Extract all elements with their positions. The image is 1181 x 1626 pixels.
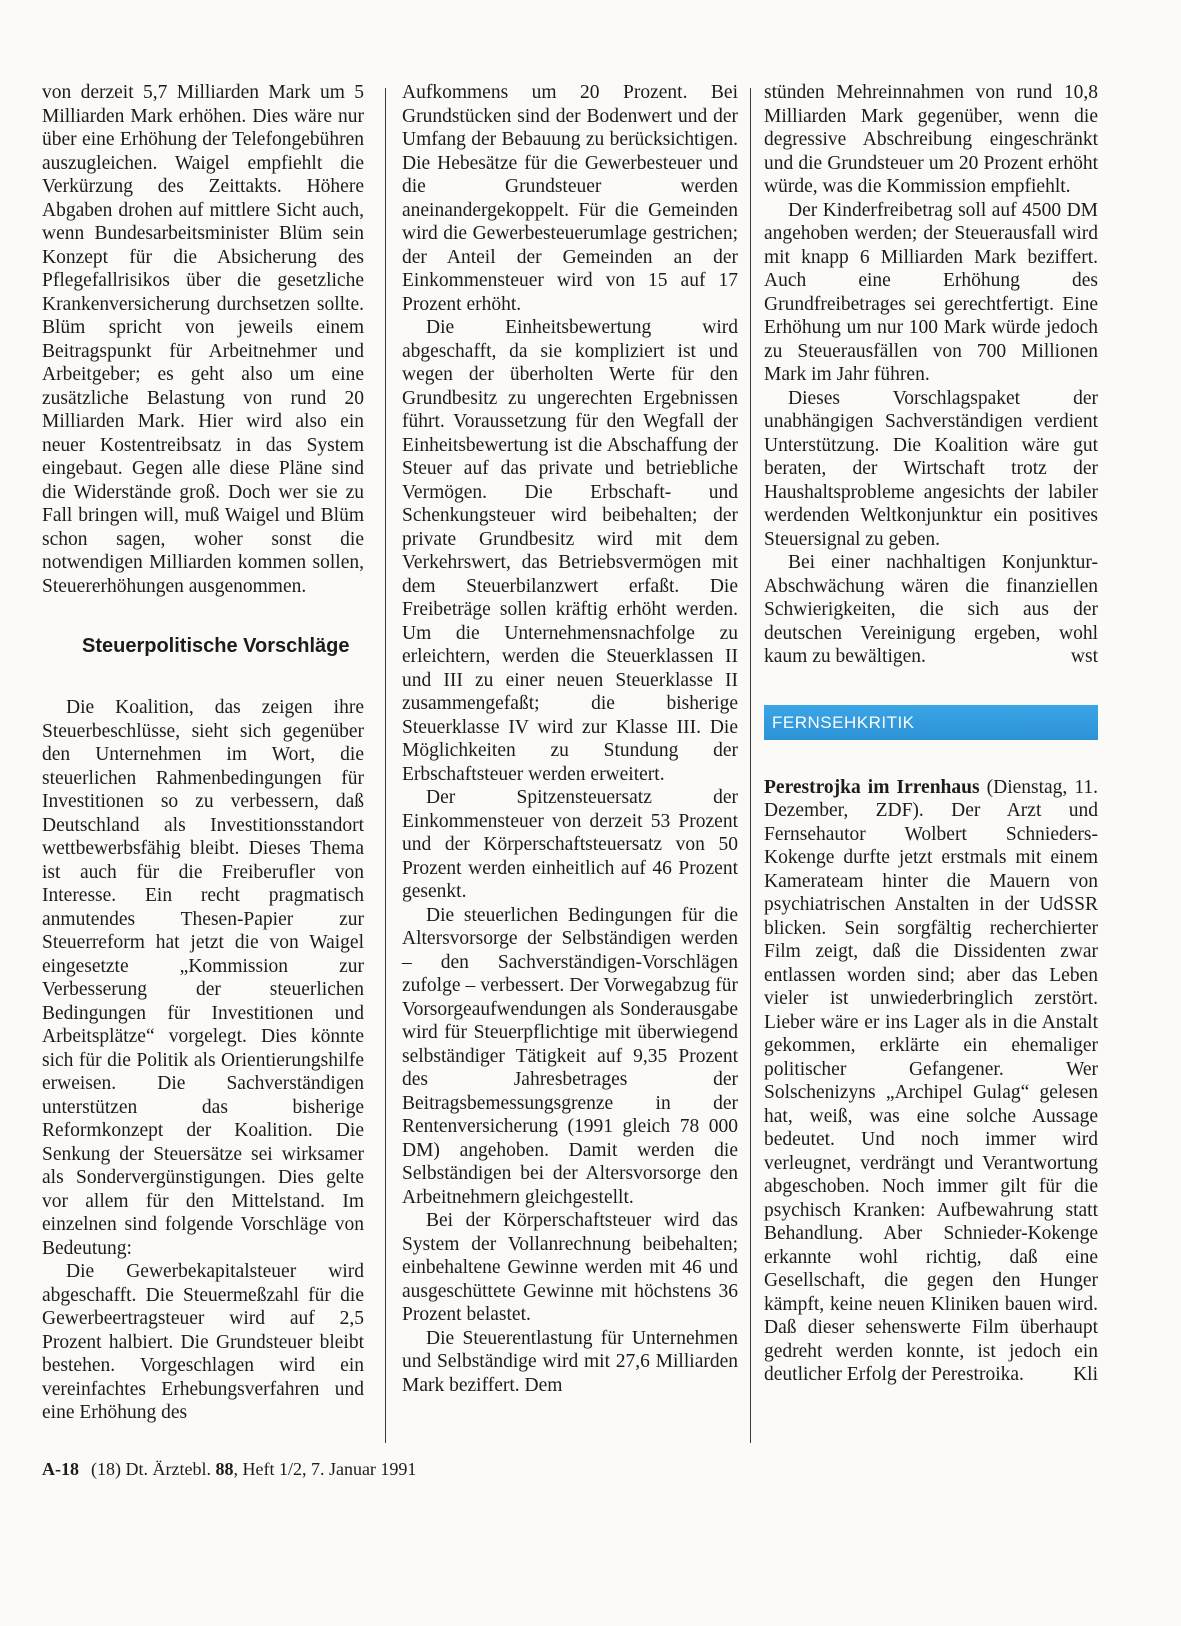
paragraph: Die Koalition, das zeigen ihre Steuerbeschlüsse, sieht sich gegenüber den Unternehmen im Wort, die steuerlichen Rahmenbedingungen für Investitionen so zu verbessern, daß Deutschland als Investitionsstandort wettbewerbsfähig bleibt. Dieses Thema ist auch für die Freiberufler von Interesse. Ein recht pragmatisch anmutendes Thesen-Papier zur Steuerreform hat jetzt die von Waigel eingesetzte „Kommission zur Verbesserung der steuerlichen Bedingungen für Investitionen und Arbeitsplätze“ vorgelegt. Dies könnte sich für die Politik als Orientierungshilfe erweisen. Die Sachverständigen unterstützen das bisherige Reformkonzept der Koalition. Die Senkung der Steuersätze sei wirksamer als Sondervergünstigungen. Dies gelte vor allem für den Mittelstand. Im einzelnen sind folgende Vorschläge von Bedeutung: [42,697,364,1259]
paragraph: von derzeit 5,7 Milliarden Mark um 5 Milliarden Mark erhöhen. Dies wäre nur über eine Erhöhung der Telefongebühren auszugleichen. Waigel empfiehlt die Verkürzung des Zeittakts. Höhere Abgaben drohen auf mittlere Sicht auch, wenn Bundesarbeitsminister Blüm sein Konzept für die Absicherung des Pflegefallrisikos über die gesetzliche Krankenversicherung durchsetzen sollte. Blüm spricht von jeweils einem Beitragspunkt für Arbeitnehmer und Arbeitgeber; es geht also um eine zusätzliche Belastung von rund 20 Milliarden Mark. Hier wird also ein neuer Kostentreibsatz in das System eingebaut. Gegen alle diese Pläne sind die Widerstände groß. Doch wer sie zu Fall bringen will, muß Waigel und Blüm schon sagen, woher sonst die notwendigen Milliarden kommen sollen, Steuererhöhungen ausgenommen. [42,82,364,597]
page-footer [42,1458,416,1480]
column-3 [764,81,1098,1387]
paragraph: Bei der Körperschaftsteuer wird das System der Vollanrechnung beibehalten; einbehaltene Gewinne werden mit 46 und ausgeschüttete Gewinne mit höchstens 36 Prozent belastet. [402,1210,738,1325]
author-signature: Kli [1073,1364,1098,1385]
paragraph: Die Gewerbekapitalsteuer wird abgeschafft. Die Steuermeßzahl für die Gewerbeertragsteuer wird auf 2,5 Prozent halbiert. Die Grundsteuer bleibt bestehen. Vorgeschlagen wird ein vereinfachtes Erhebungsverfahren und eine Erhöhung des [42,1261,364,1423]
column-rule [750,88,751,1443]
paragraph: stünden Mehreinnahmen von rund 10,8 Milliarden Mark gegenüber, wenn die degressive Abschreibung eingeschränkt und die Grundsteuer um 20 Prozent erhöht würde, was die Kommission empfiehlt. [764,82,1098,197]
author-signature: wst [1070,646,1098,667]
paragraph: Der Spitzensteuersatz der Einkommensteuer von derzeit 53 Prozent und der Körperschaftsteuersatz von 50 Prozent werden einheitlich auf 46 Prozent gesenkt. [402,787,738,902]
column-1 [42,81,364,1425]
volume-number: 88 [215,1459,234,1479]
column-rule [385,88,386,1443]
paragraph: Die steuerlichen Bedingungen für die Altersvorsorge der Selbständigen werden – den Sachverständigen-Vorschlägen zufolge – verbessert. Der Vorwegabzug für Vorsorgeaufwendungen als Sonderausgabe wird für Steuerpflichtige mit überwiegend selbständiger Tätigkeit auf 9,35 Prozent des Jahresbetrages der Beitragsbemessungsgrenze in der Rentenversicherung (1991 gleich 78 000 DM) angehoben. Damit werden die Selbständigen bei der Altersvorsorge den Arbeitnehmern gleichgestellt. [402,904,738,1208]
review-text: (Dienstag, 11. Dezember, ZDF). Der Arzt und Fernsehautor Wolbert Schnieders-Kokenge durfte jetzt erstmals mit einem Kamerateam hinter die Mauern von psychiatrischen Anstalten in der UdSSR blicken. Sein sorgfältig recherchierter Film zeigt, daß die Dissidenten zwar entlassen worden sind; aber das Leben vieler ist unwiederbringlich zerstört. Lieber wäre er ins Lager als in die Anstalt gekommen, erklärte ein ehemaliger politischer Gefangener. Wer Solschenizyns „Archipel Gulag“ gelesen hat, weiß, was eine solche Aussage bedeutet. Und noch immer wird verleugnet, verdrängt und Verantwortung abgeschoben. Noch immer gilt für die psychisch Kranken: Aufbewahrung statt Behandlung. Aber Schnieder-Kokenge erkannte wohl richtig, daß eine Gesellschaft, die gegen den Hunger kämpft, keine neuen Kliniken bauen wird. Daß dieser sehenswerte Film überhaupt gedreht werden konnte, ist jedoch ein deutlicher Erfolg der Perestroika. [764,776,1099,1385]
paragraph: Der Kinderfreibetrag soll auf 4500 DM angehoben werden; der Steuerausfall wird mit knapp 6 Milliarden Mark beziffert. Auch eine Erhöhung des Grundfreibetrages sei gerechtfertigt. Eine Erhöhung um nur 100 Mark würde jedoch zu Steuerausfällen von 700 Millionen Mark im Jahr führen. [764,199,1098,385]
paragraph [764,551,1098,669]
citation-text: (18) Dt. Ärztebl. [91,1459,216,1479]
page-number: A-18 [42,1459,79,1479]
citation-text: , Heft 1/2, 7. Januar 1991 [233,1459,417,1479]
paragraph: Dieses Vorschlagspaket der unabhängigen Sachverständigen verdient Unterstützung. Die Koalition wäre gut beraten, der Wirtschaft trotz der Haushaltsprobleme angesichts der labiler werdenden Weltkonjunktur ein positives Steuersignal zu geben. [764,387,1098,550]
paragraph: Die Steuerentlastung für Unternehmen und Selbständige wird mit 27,6 Milliarden Mark beziffert. Dem [402,1327,738,1396]
section-banner: FERNSEHKRITIK [764,705,1098,740]
review-paragraph [764,776,1098,1387]
paragraph-text: Bei einer nachhaltigen Konjunktur-Abschwächung wären die finanziellen Schwierigkeiten, die sich aus der deutschen Vereinigung ergeben, wohl kaum zu bewältigen. [764,552,1098,667]
section-heading: Steuerpolitische Vorschläge [82,635,350,657]
paragraph: Aufkommens um 20 Prozent. Bei Grundstücken sind der Bodenwert und der Umfang der Bebauung zu berücksichtigen. Die Hebesätze für die Gewerbesteuer und die Grundsteuer werden aneinandergekoppelt. Für die Gemeinden wird die Gewerbesteuerumlage gestrichen; der Anteil der Gemeinden an der Einkommensteuer wird von 15 auf 17 Prozent erhöht. [402,82,738,315]
column-2 [402,81,738,1397]
paragraph: Die Einheitsbewertung wird abgeschafft, da sie kompliziert ist und wegen der überholten Werte für den Grundbesitz zu ungerechten Ergebnissen führt. Voraussetzung für den Wegfall der Einheitsbewertung ist die Abschaffung der Steuer auf das private und betriebliche Vermögen. Die Erbschaft- und Schenkungsteuer wird beibehalten; der private Grundbesitz wird mit dem Verkehrswert, das Betriebsvermögen mit dem Steuerbilanzwert erfaßt. Die Freibeträge sollen kräftig erhöht werden. Um die Unternehmensnachfolge zu erleichtern, werden die Steuerklassen II und III zu einer neuen Steuerklasse II zusammengefaßt; die bisherige Steuerklasse IV wird zur Klasse III. Die Möglichkeiten zu Stundung der Erbschaftsteuer werden erweitert. [402,317,738,785]
review-title: Perestrojka im Irrenhaus [764,776,980,798]
